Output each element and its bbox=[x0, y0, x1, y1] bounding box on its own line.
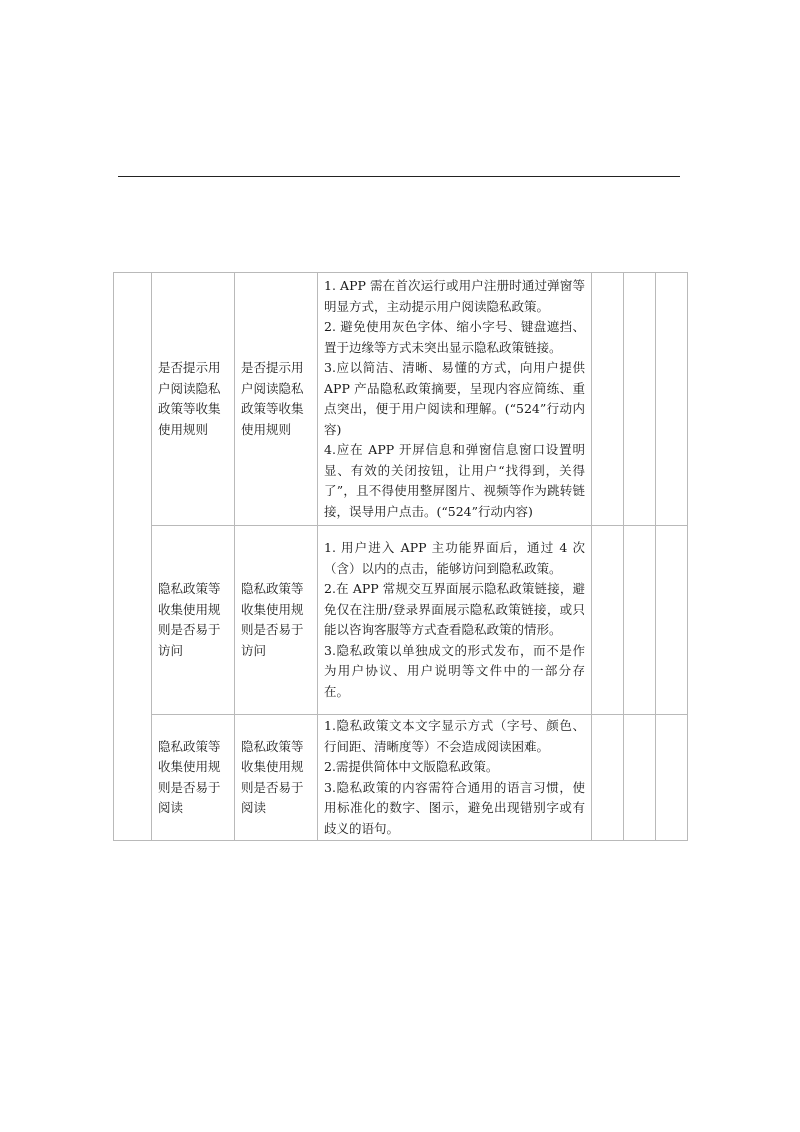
check-item-cell: 隐私政策等收集使用规则是否易于访问 bbox=[152, 526, 235, 715]
requirement-text: 3.应以简洁、清晰、易懂的方式，向用户提供 APP 产品隐私政策摘要，呈现内容应简练、重点突出，便于用户阅读和理解。(“524”行动内容) bbox=[324, 360, 585, 437]
result-cell bbox=[656, 273, 688, 526]
requirements-cell bbox=[318, 273, 592, 526]
requirement-text: 1.隐私政策文本文字显示方式（字号、颜色、行间距、清晰度等）不会造成阅读困难。 bbox=[324, 718, 585, 754]
result-cell bbox=[592, 273, 624, 526]
table-row bbox=[114, 715, 688, 841]
result-cell bbox=[592, 526, 624, 715]
table-row bbox=[114, 273, 688, 526]
requirement-text: 4.应在 APP 开屏信息和弹窗信息窗口设置明显、有效的关闭按钮，让用户“找得到，关得了”，且不得使用整屏图片、视频等作为跳转链接，误导用户点击。(“524”行动内容) bbox=[324, 442, 585, 519]
requirements-cell bbox=[318, 526, 592, 715]
result-cell bbox=[624, 526, 656, 715]
result-cell bbox=[592, 715, 624, 841]
result-cell bbox=[624, 273, 656, 526]
check-point-cell: 隐私政策等收集使用规则是否易于阅读 bbox=[235, 715, 318, 841]
requirement-text: 2.在 APP 常规交互界面展示隐私政策链接，避免仅在注册/登录界面展示隐私政策链接，或只能以咨询客服等方式查看隐私政策的情形。 bbox=[324, 581, 585, 637]
result-cell bbox=[656, 715, 688, 841]
check-point-cell: 隐私政策等收集使用规则是否易于访问 bbox=[235, 526, 318, 715]
result-cell bbox=[656, 526, 688, 715]
category-cell bbox=[114, 273, 152, 841]
requirement-text: 3.隐私政策以单独成文的形式发布，而不是作为用户协议、用户说明等文件中的一部分存在。 bbox=[324, 642, 585, 699]
header-rule bbox=[118, 176, 680, 177]
requirement-text: 3.隐私政策的内容需符合通用的语言习惯，使用标准化的数字、图示，避免出现错别字或有歧义的语句。 bbox=[324, 779, 585, 836]
table-row bbox=[114, 526, 688, 715]
requirement-text: 1. 用户进入 APP 主功能界面后，通过 4 次（含）以内的点击，能够访问到隐私政策。 bbox=[324, 540, 585, 576]
result-cell bbox=[624, 715, 656, 841]
requirement-text: 2.需提供简体中文版隐私政策。 bbox=[324, 759, 499, 774]
check-point-cell: 是否提示用户阅读隐私政策等收集使用规则 bbox=[235, 273, 318, 526]
requirement-text: 1. APP 需在首次运行或用户注册时通过弹窗等明显方式，主动提示用户阅读隐私政策。 bbox=[324, 278, 585, 314]
requirements-cell bbox=[318, 715, 592, 841]
privacy-check-table bbox=[113, 272, 688, 841]
check-item-cell: 是否提示用户阅读隐私政策等收集使用规则 bbox=[152, 273, 235, 526]
check-item-cell: 隐私政策等收集使用规则是否易于阅读 bbox=[152, 715, 235, 841]
requirement-text: 2. 避免使用灰色字体、缩小字号、键盘遮挡、置于边缘等方式未突出显示隐私政策链接。 bbox=[324, 319, 585, 355]
